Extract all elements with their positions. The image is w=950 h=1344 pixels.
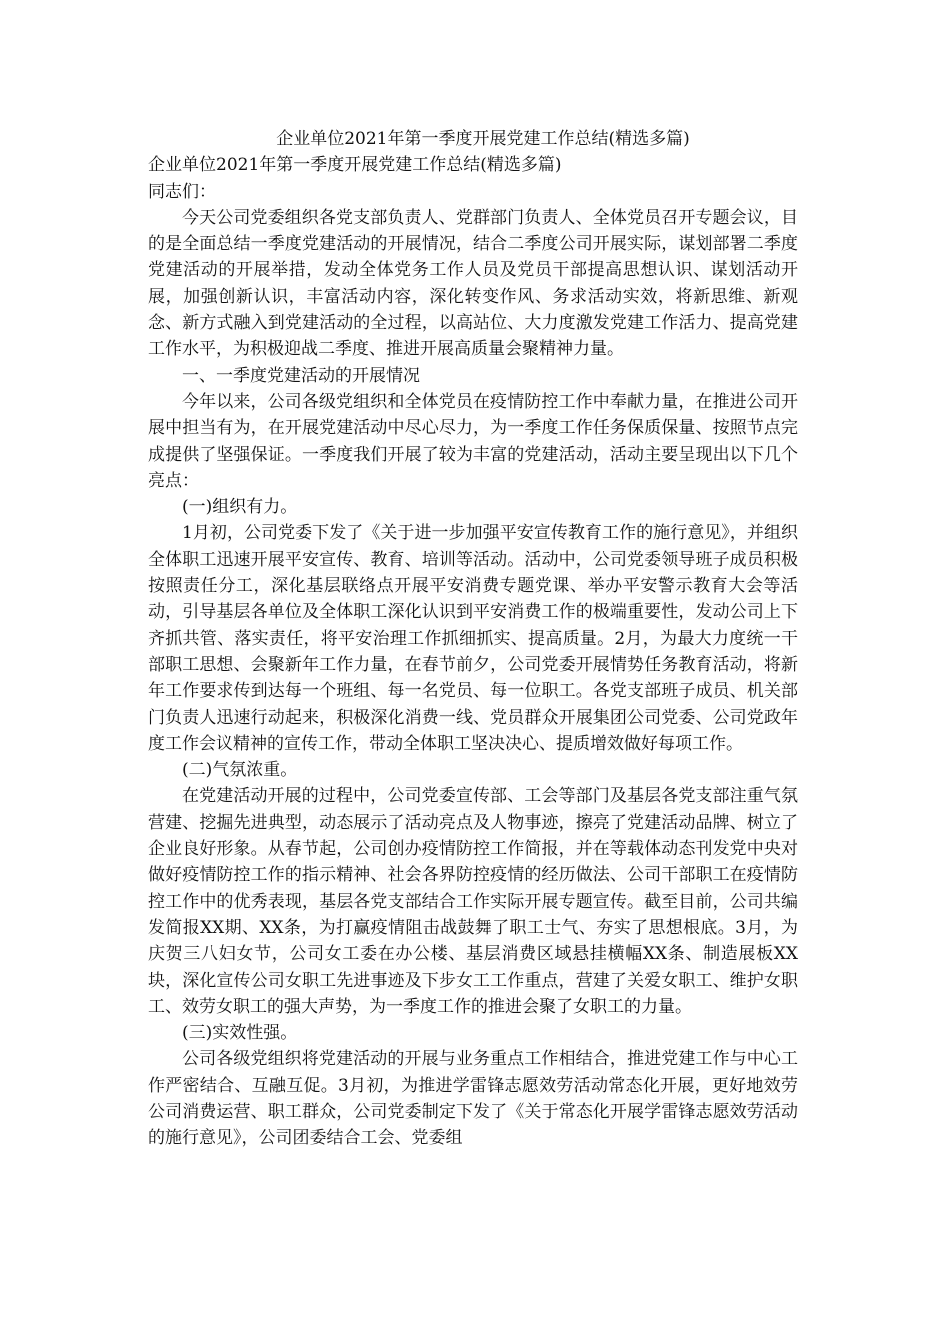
paragraph-atmosphere: 在党建活动开展的过程中，公司党委宣传部、工会等部门及基层各党支部注重气氛营建、挖掘先进典型，动态展示了活动亮点及人物事迹，擦亮了党建活动品牌、树立了企业良好形象。从春节起，公司创办疫情防控工作简报，并在等载体动态刊发党中央对做好疫情防控工作的指示精神、社会各界防控疫情的经历做法、公司干部职工在疫情防控工作中的优秀表现，基层各党支部结合工作实际开展专题宣传。截至目前，公司共编发简报XX期、XX条，为打赢疫情阻击战鼓舞了职工士气、夯实了思想根底。3月，为庆贺三八妇女节，公司女工委在办公楼、基层消费区域悬挂横幅XX条、制造展板XX块，深化宣传公司女职工先进事迹及下步女工工作重点，营建了关爱女职工、维护女职工、效劳女职工的强大声势，为一季度工作的推进会聚了女职工的力量。 [148,786,798,1017]
subheading-3: (三)实效性强。 [182,1023,298,1044]
paragraph-organization: 1月初，公司党委下发了《关于进一步加强平安宣传教育工作的施行意见》，并组织全体职工迅速开展平安宣传、教育、培训等活动。活动中，公司党委领导班子成员积极按照责任分工，深化基层联络点开展平安消费专题党课、举办平安警示教育大会等活动，引导基层各单位及全体职工深化认识到平安消费工作的极端重要性，发动公司上下齐抓共管、落实责任，将平安治理工作抓细抓实、提高质量。2月，为最大力度统一干部职工思想、会聚新年工作力量，在春节前夕，公司党委开展情势任务教育活动，将新年工作要求传到达每一个班组、每一名党员、每一位职工。各党支部班子成员、机关部门负责人迅速行动起来，积极深化消费一线、党员群众开展集团公司党委、公司党政年度工作会议精神的宣传工作，带动全体职工坚决决心、提质增效做好每项工作。 [148,523,798,754]
section-heading-1: 一、一季度党建活动的开展情况 [182,365,420,386]
paragraph-intro: 今天公司党委组织各党支部负责人、党群部门负责人、全体党员召开专题会议，目的是全面总结一季度党建活动的开展情况，结合二季度公司开展实际，谋划部署二季度党建活动的开展举措，发动全体党务工作人员及党员干部提高思想认识、谋划活动开展，加强创新认识，丰富活动内容，深化转变作风、务求活动实效，将新思维、新观念、新方式融入到党建活动的全过程，以高站位、大力度激发党建工作活力、提高党建工作水平，为积极迎战二季度、推进开展高质量会聚精神力量。 [148,207,798,360]
salutation: 同志们： [148,181,216,202]
document-page [148,126,798,1152]
document-title: 企业单位2021年第一季度开展党建工作总结(精选多篇) [276,129,690,149]
subheading-1: (一)组织有力。 [182,497,298,518]
paragraph-effectiveness: 公司各级党组织将党建活动的开展与业务重点工作相结合，推进党建工作与中心工作严密结合、互融互促。3月初，为推进学雷锋志愿效劳活动常态化开展，更好地效劳公司消费运营、职工群众，公司党委制定下发了《关于常态化开展学雷锋志愿效劳活动的施行意见》，公司团委结合工会、党委组 [148,1049,798,1149]
paragraph-overview: 今年以来，公司各级党组织和全体党员在疫情防控工作中奉献力量，在推进公司开展中担当有为，在开展党建活动中尽心尽力，为一季度工作任务保质保量、按照节点完成提供了坚强保证。一季度我们开展了较为丰富的党建活动，活动主要呈现出以下几个亮点： [148,391,798,491]
subheading-2: (二)气氛浓重。 [182,760,298,781]
document-subtitle: 企业单位2021年第一季度开展党建工作总结(精选多篇) [148,155,562,176]
